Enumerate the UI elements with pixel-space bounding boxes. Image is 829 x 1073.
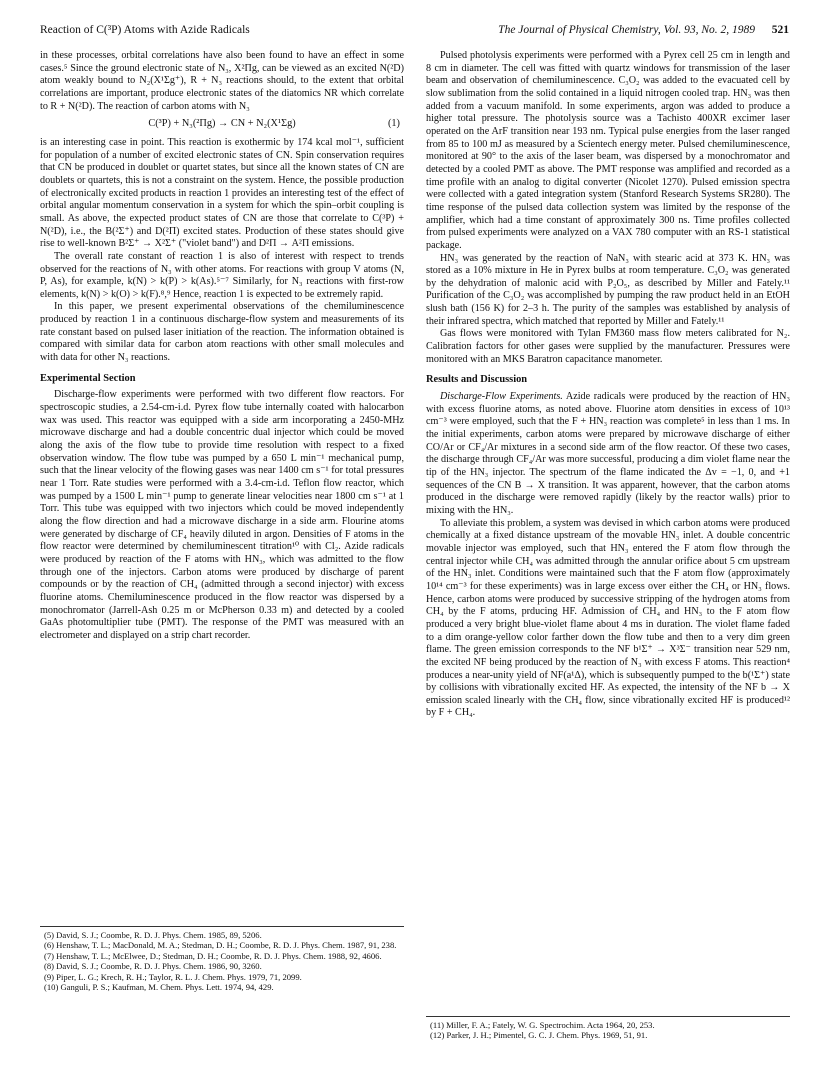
journal-citation: The Journal of Physical Chemistry, Vol. 93, No. 2, 1989: [498, 24, 755, 36]
footnotes-right: [426, 1016, 790, 1041]
footnote-rule: [40, 926, 404, 927]
section-heading-results: Results and Discussion: [426, 374, 528, 386]
paragraph: Discharge-flow experiments were performed with two different flow reactors. For spectroscopic studies, a 2.54-cm-i.d. Pyrex flow tube internally coated with halocarbon wax was used. This reactor was equipped with a side arm incorporating a 2450-MHz microwave discharge and had a double concentric dual injector which could be moved along the axis of the flow tube to provide time resolution with respect to a fixed observation window. The flow tube was pumped by a 650 L min⁻¹ mechanical pump, such that the linear velocity of the flowing gases was near 1400 cm s⁻¹ for total pressures near 1 Torr. Rate studies were performed with a 3.4-cm-i.d. Teflon flow reactor, which was pumped by a 1500 L min⁻¹ pump to generate linear velocities near 1800 cm s⁻¹ at 1 Torr. This tube was equipped with two injectors which could be moved independently along the flow direction and had a microwave discharge in a side arm. Flourine atoms were generated by discharge of CF₄ heavily diluted in argon. Densities of F atoms in the flow reactor were determined by chemiluminescent titration¹⁰ with Cl₂. Azide radicals were produced by reaction of the F atoms with HN₃, which was admitted to the flow through one of the injectors. Carbon atoms were produced by discharge of parent compounds or by the reaction of CH₄ (admitted through a second injector) with excess fluorine atoms. Chemiluminescence produced in the flow reactor was dispersed by a monochromator (Jarrell-Ash 0.25 m or McPherson 0.33 m) and detected by a cooled GaAs photomultiplier tube (PMT). The response of the PMT was measured with an electrometer and displayed on a strip chart recorder.: [40, 389, 404, 641]
footnote: (6) Henshaw, T. L.; MacDonald, M. A.; Stedman, D. H.; Coombe, R. D. J. Phys. Chem. 1987, 91, 238.: [44, 940, 397, 951]
footnote: (7) Henshaw, T. L.; McElwee, D.; Stedman, D. H.; Coombe, R. D. J. Phys. Chem. 1988, 92, 4606.: [44, 950, 382, 961]
footnote: (12) Parker, J. H.; Pimentel, G. C. J. Chem. Phys. 1969, 51, 91.: [430, 1030, 648, 1041]
equation-1: [40, 118, 404, 131]
section-heading-experimental: Experimental Section: [40, 372, 136, 384]
paragraph: is an interesting case in point. This reaction is exothermic by 174 kcal mol⁻¹, sufficient for population of a number of excited electronic states of CN. Spin conservation requires that CN be produced in doublet or quartet states, but since all the known states of CN are doublets or quartets, this is not a constraint on the system. Hence, the possible production of electronically excited products in reaction 1 provides an interesting test of the effect of orbital angular momentum conservation in a system for which the spin–orbit coupling is small. As above, the expected product states of CN are those that correlate to C(³P) + N(²D), i.e., the B(²Σ⁺) and D(²Π) excited states. Production of these states should give rise to well-known B²Σ⁺ → X²Σ⁺ ("violet band") and D²Π → A²Π emissions.: [40, 136, 404, 250]
footnote-rule: [426, 1016, 790, 1017]
paragraph: in these processes, orbital correlations have also been found to have an effect in some cases.⁵ Since the ground electronic state of N₃, X²Πg, can be viewed as an excited N(²D) atom weakly bound to N₂(X¹Σg⁺), R + N₃ reactions should, to the extent that orbital correlations are important, produce electronic states of the diatomics NR which correlate to R + N(²D). The reaction of carbon atoms with N₃: [40, 50, 404, 112]
paragraph: Gas flows were monitored with Tylan FM360 mass flow meters calibrated for N₂. Calibration factors for other gases were supplied by the manufacturer. Pressures were monitored with an MKS Baratron capacitance manometer.: [426, 328, 790, 365]
right-column: [426, 50, 790, 720]
paragraph: In this paper, we present experimental observations of the chemiluminescence produced by reaction 1 in a continuous discharge-flow system and measurements of its rate constant based on pulsed laser initiation of the reaction. The information obtained is compared with similar data for carbon atom reactions with other small molecules and with data for other N₃ reactions.: [40, 301, 404, 364]
running-header: [40, 24, 789, 42]
footnote: (5) David, S. J.; Coombe, R. D. J. Phys. Chem. 1985, 89, 5206.: [44, 930, 262, 940]
paragraph: To alleviate this problem, a system was devised in which carbon atoms were produced chemically at a fixed distance upstream of the movable HN₃ inlet. A double concentric movable injector was employed, such that HN₃ entered the F atom flow through the central injector while CH₄ was admitted through the annular orifice about 5 cm upstream of the HN₃ inlet. Conditions were maintained such that the F atom flow (approximately 10¹⁴ cm⁻³ for these experiments) was in large excess over either the CH₄ or HN₃ flows. Hence, carbon atoms were produced by successive stripping of the hydrogen atoms from CH₄ by the F atoms, prducing HF. Admission of CH₄ and HN₃ to the F atom flow produced a very bright blue-violet flame about 4 ms in duration. The violet flame faded to a dim orange-yellow color farther down the flow tube and then to a very dim green flame. The green emission corresponds to the NF b¹Σ⁺ → X³Σ⁻ transition near 529 nm, the excited NF being produced by the reaction of N₃ with excess F atoms. This reaction⁴ produces a near-unity yield of NF(a¹Δ), which is subsequently pumped to the b(¹Σ⁺) state by collisions with vibrationally excited HF. As expected, the intensity of the NF b → X emission scaled linearly with the CH₄ flow, since vibrationally excited HF is produced¹² by F + CH₄.: [426, 517, 790, 719]
footnote: (11) Miller, F. A.; Fately, W. G. Spectrochim. Acta 1964, 20, 253.: [430, 1020, 655, 1030]
left-column: [40, 50, 404, 643]
equation-text: C(³P) + N₃(²Πg) → CN + N₂(X¹Σg): [148, 118, 296, 130]
subsection-heading: Discharge-Flow Experiments.: [440, 391, 563, 403]
paragraph: [426, 391, 790, 518]
page-number: 521: [771, 24, 789, 36]
footnote: (10) Ganguli, P. S.; Kaufman, M. Chem. Phys. Lett. 1974, 94, 429.: [44, 982, 274, 993]
paragraph: HN₃ was generated by the reaction of NaN₃ with stearic acid at 373 K. HN₃ was stored as a 10% mixture in He in Pyrex bulbs at room temperature. C₃O₂ was generated by the dehydration of malonic acid with P₂O₅, as described by Miller and Fately.¹¹ Purification of the C₃O₂ was accomplished by pumping the raw product held in an EtOH slush bath (156 K) for 2–3 h. The purity of the samples was established by analysis of their infrared spectra, which matched that reported by Miller and Fately.¹¹: [426, 252, 790, 327]
footnote: (8) David, S. J.; Coombe, R. D. J. Phys. Chem. 1986, 90, 3260.: [44, 961, 262, 972]
paragraph-text: Azide radicals were produced by the reaction of HN₃ with excess fluorine atoms, as noted above. Fluorine atom densities in excess of 10¹³ cm⁻³ were employed, such that the F + HN₃ reaction was complete⁵ in less than 1 ms. In the initial experiments, carbon atoms were prepared by microwave discharge of either CO/Ar or CF₄/Ar mixtures in a second side arm of the flow reactor. Of these two cases, the discharge through CF₄/Ar was more successful, producing a dim violet flame near the tip of the HN₃ injector. The spectrum of the flame indicated the Δv = −1, 0, and +1 sequences of the CN B → X transition. It was apparent, however, that the carbon atoms produced in the discharge were removed rapidly (likely by the reactor walls) prior to mixing with the HN₃.: [426, 391, 790, 516]
paragraph: Pulsed photolysis experiments were performed with a Pyrex cell 25 cm in length and 8 cm in diameter. The cell was fitted with quartz windows for transmission of the laser beam and observation of chemiluminescence. C₃O₂ was added to the evacuated cell by slow sublimation from the solid contained in a liquid nitrogen cooled trap. HN₃ was then added from a vacuum manifold. In some experiments, argon was added to produce a higher total pressure. The photolysis source was a Tachisto 400XR excimer laser operated on the ArF transition near 193 nm. Typical pulse energies from the laser ranged from 85 to 100 mJ as measured by a Scientech energy meter. Pulsed chemiluminescence, monitored at 90° to the axis of the laser beam, was dispersed by a monochromator and detected by a cooled PMT as above. The PMT response was amplified and recorded as a time profile with an analog to digital converter (Nicolet 1270). Pulsed emission spectra were collected with a gated integration system (Stanford Research Systems SR280). The time response of the pulsed data collection system was limited by the response of the amplifier, which had a time constant of approximately 300 ns. Time profiles collected from pulsed experiments were analyzed on a VAX 780 computer with an RS-1 statistical package.: [426, 50, 790, 251]
equation-number: (1): [387, 118, 400, 130]
paragraph: The overall rate constant of reaction 1 is also of interest with respect to trends observed for the reactions of N₃ with other atoms. For reactions with group V atoms (N, P, As), for example, k(N) > k(P) > k(As).⁵⁻⁷ Similarly, for N₃ reactions with first-row elements, k(N) > k(O) > k(F).⁸,⁹ Hence, reaction 1 is expected to be extremely rapid.: [40, 250, 404, 300]
footnote: (9) Piper, L. G.; Krech, R. H.; Taylor, R. L. J. Chem. Phys. 1979, 71, 2099.: [44, 971, 302, 982]
running-title: Reaction of C(³P) Atoms with Azide Radicals: [40, 24, 250, 36]
footnotes-left: [40, 926, 404, 992]
